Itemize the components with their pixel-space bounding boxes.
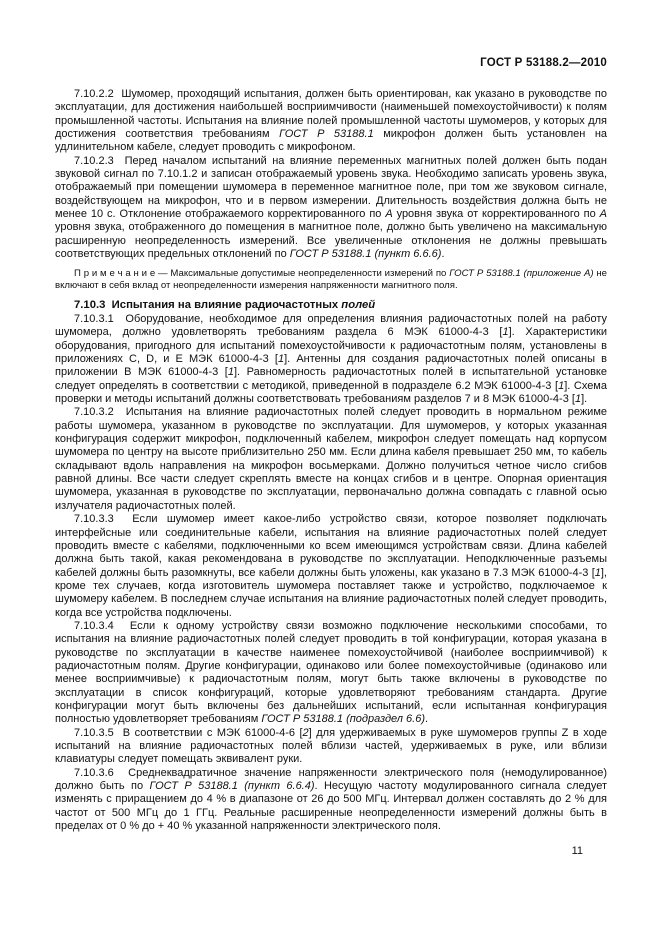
- text-run: А: [385, 208, 393, 221]
- note: [55, 268, 607, 291]
- text-run: ГОСТ Р 53188.1: [279, 128, 374, 141]
- para-7-10-3-4: [55, 620, 607, 727]
- para-7-10-2-3: [55, 155, 607, 262]
- text-run: . Несущую частоту модулированного сигнала следует изменять с приращением до 4 % в диапазоне от 26 до 500 МГц. Интервал должен составлять до 2 % для частот от 500 МГц до 1 ГГц. Реальные расширенные неопределенности измерений должны быть в пределах от 0 % до + 40 % указанной напряженности электрического поля.: [55, 780, 608, 833]
- para-7-10-3-5: [55, 727, 607, 767]
- text-run: 7.10.3.5 В соответствии с МЭК 61000-4-6 [: [74, 726, 303, 739]
- text-run: 2: [302, 726, 309, 739]
- text-run: .: [425, 713, 429, 726]
- text-run: ГОСТ Р 53188.1 (пункт 6.6.6): [289, 248, 442, 261]
- section-heading-7-10-3: [55, 299, 607, 312]
- para-7-10-3-2: [55, 406, 607, 513]
- text-run: 7.10.3.2 Испытания на влияние радиочастотных полей следует проводить в нормальном режиме работы шумомера, указанном в руководстве по эксплуатации. Для шумомеров, у которых указанная конфигурация содержит микрофон, подключенный кабелем, микрофон следует помещать над корпусом шумомера по центру на высоте приблизительно 250 мм. Если длина кабеля превышает 250 мм, то кабель складывают вдоль направления на микрофон восьмерками. Должно получиться четное число сгибов равной длины. Все части следует скреплять вместе на концах сгибов и в центре. Опорная ориентация шумомера, указанная в руководстве по эксплуатации, первоначально должна совпадать с главной осью излучателя радиочастотных полей.: [55, 406, 607, 512]
- text-run: не включают в себя вклад от неопределенности измерения напряженности магнитного поля.: [55, 268, 607, 292]
- para-7-10-3-1: [55, 313, 607, 406]
- text-run: 1: [574, 393, 582, 406]
- document-header-standard-number: ГОСТ Р 53188.2—2010: [480, 57, 607, 69]
- text-run: 7.10.3.6 Среднеквадратичное значение напряженности электрического поля (немодулированное) должно быть по: [55, 766, 607, 793]
- text-run: ]. Схема проверки и методы испытаний должны соответствовать требованиям разделов 7 и 8 МЭК 61000-4-3 [: [55, 379, 607, 406]
- para-7-10-2-2: [55, 88, 607, 155]
- text-run: 7.10.3.3 Если шумомер имеет какое-либо устройство связи, которое позволяет подключать интерфейсные или соединительные кабели, испытания на влияние радиочастотных полей следует проводить вместе с кабелями, подключенными ко всем имеющимся устройствам связи. Длина кабелей должна быть такой, какая рекомендована в руководстве по эксплуатации. Неподключенные разъемы кабелей должны быть разомкнуты, все кабели должны быть уложены, как указано в 7.3 МЭК 61000-4-3 [: [55, 513, 607, 579]
- text-run: А: [599, 208, 608, 221]
- text-run: 1: [558, 379, 565, 392]
- text-run: ГОСТ Р 53188.1 (пункт 6.6.4): [149, 780, 315, 793]
- text-run: уровня звука, отображенного до помещения в магнитное поле, должно быть увеличено на максимальную расширенную неопределенность измерений. Все увеличенные отклонения не должны превышать соответствующих предельных отклонений по: [55, 221, 607, 261]
- text-run: 7.10.2.3 Перед началом испытаний на влияние переменных магнитных полей должен быть подан звуковой сигнал по 7.10.1.2 и записан отображаемый уровень звука. Необходимо записать уровень звука, отображаемый при помещении шумомера в переменное магнитное поле, при том же звуковом сигнале, воздействующем на микрофон, что и в первом измерении. Длительность воздействия должна быть не менее 10 с. Отклонение отображаемого корректированного по: [55, 154, 607, 221]
- text-run: 7.10.3.4 Если к одному устройству связи возможно подключение несколькими способами, то испытания на влияние радиочастотных полей следует проводить в той конфигурации, которая указана в руководстве по эксплуатации в качестве наименее помехоустойчивой (наиболее восприимчивой) к радиочастотным полям. Другие конфигурации, одинаково или более помехоустойчивые (одинаково или менее восприимчивые) к радиочастотным полям, могут быть также включены в руководстве по эксплуатации в список конфигураций, которые удовлетворяют требованиям стандарта. Другие конфигурации могут быть включены без дальнейших испытаний, если испытанная конфигурация полностью удовлетворяет требованиям: [55, 619, 607, 726]
- text-run: 1: [277, 353, 285, 366]
- para-7-10-3-6: [55, 767, 607, 834]
- text-run: 7.10.3.1 Оборудование, необходимое для определения влияния радиочастотных полей на работу шумомера, должно удовлетворять требованиям раздела 6 МЭК 61000-4-3 [: [55, 313, 607, 339]
- text-run: 1: [227, 366, 234, 379]
- text-run: 1: [502, 326, 509, 339]
- text-run: П р и м е ч а н и е — Максимальные допустимые неопределенности измерений по: [74, 268, 450, 280]
- text-run: ] для удерживаемых в руке шумомеров группы Z в ходе испытаний на влияние радиочастотных полей вблизи частей, удерживаемых в руке, или вблизи клавиатуры следует помещать эквивалент руки.: [55, 726, 608, 766]
- text-run: ГОСТ Р 53188.1 (приложение А): [449, 268, 594, 280]
- text-run: 1: [594, 566, 601, 579]
- text-run: .: [441, 248, 445, 261]
- text-run: 7.10.2.2 Шумомер, проходящий испытания, должен быть ориентирован, как указано в руководстве по эксплуатации, для достижения наибольшей восприимчивости (наименьшей помехоустойчивости) к полям промышленной частоты. Испытания на влияние полей промышленной частоты шумомеров, у которых для достижения соответствия требованиям: [55, 88, 607, 141]
- text-run: ]. Равномерность радиочастотных полей в испытательной установке следует определять в соответствии с методикой, приведенной в подразделе 6.2 МЭК 61000-4-3 [: [55, 366, 607, 392]
- document-content: [55, 88, 607, 833]
- text-run: микрофон должен быть установлен на удлинительном кабеле, следует проводить с микрофоном.: [55, 128, 608, 154]
- text-run: ], кроме тех случаев, когда изготовитель шумомера поставляет также и устройство, подключаемое к шумомеру кабелем. В последнем случае испытания на влияние радиочастотных полей следует проводить, когда все устройства подключены.: [55, 566, 607, 619]
- text-run: 7.10.3 Испытания на влияние радиочастотных: [74, 298, 342, 311]
- text-run: ].: [581, 393, 588, 406]
- text-run: полей: [341, 298, 376, 311]
- text-run: ]. Антенны для создания радиочастотных полей описаны в приложении B МЭК 61000-4-3 [: [55, 353, 607, 379]
- text-run: ГОСТ Р 53188.1 (подраздел 6.6): [261, 713, 426, 726]
- text-run: ]. Характеристики оборудования, пригодного для испытаний помехоустойчивости к радиочастотным полям, установлены в приложениях C, D, и E МЭК 61000-4-3 [: [55, 326, 607, 366]
- page-number: 11: [571, 845, 583, 857]
- text-run: уровня звука от корректированного по: [392, 208, 600, 221]
- para-7-10-3-3: [55, 513, 607, 620]
